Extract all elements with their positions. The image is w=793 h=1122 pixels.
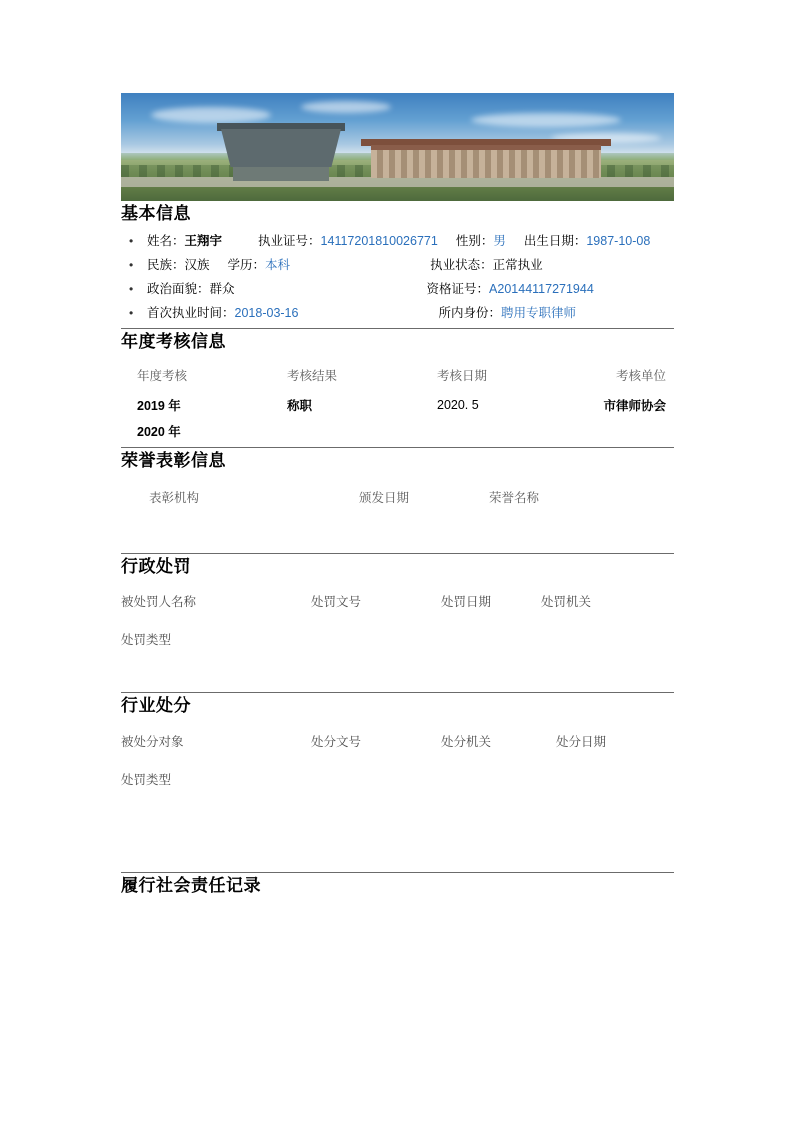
- section-title-industry-discipline: 行业处分: [121, 696, 191, 715]
- column-header-penalized-person: 被处罚人名称: [121, 595, 197, 609]
- honors-table: [129, 480, 674, 514]
- table-header-row: [121, 589, 674, 615]
- section-title-basic-info: 基本信息: [121, 204, 191, 223]
- ethnicity-value: 汉族: [184, 257, 210, 272]
- column-header-penalty-date: 处罚日期: [441, 595, 492, 609]
- list-item: [121, 253, 674, 277]
- cloud-icon: [151, 107, 271, 123]
- cell-result: [287, 418, 437, 444]
- museum-building: [221, 129, 341, 167]
- cell-date: 2020. 5: [437, 398, 479, 412]
- practice-status-value: 正常执业: [492, 257, 543, 272]
- cloud-icon: [471, 113, 621, 127]
- museum-base: [233, 167, 329, 181]
- column-header-penalty-authority: 处罚机关: [541, 595, 592, 609]
- table-header-row-secondary: [121, 767, 674, 793]
- industry-discipline-table: [121, 729, 674, 869]
- political-status-value: 群众: [209, 281, 235, 296]
- administrative-penalty-empty-body: [121, 653, 674, 689]
- firm-role-value: 聘用专职律师: [500, 305, 576, 320]
- table-row: [129, 392, 674, 418]
- gender-label: 性别：: [455, 233, 494, 248]
- road: [121, 177, 674, 187]
- honors-empty-body: [129, 514, 674, 550]
- basic-info-list: [121, 229, 674, 325]
- firm-role-label: 所内身份：: [438, 305, 501, 320]
- column-header-penalty-doc-no: 处罚文号: [311, 595, 362, 609]
- annual-review-table: [129, 358, 674, 444]
- cell-year: 2019 年: [137, 399, 181, 413]
- cell-unit: [577, 418, 674, 444]
- column-header-disciplined-subject: 被处分对象: [121, 734, 184, 749]
- qualification-no-label: 资格证号：: [426, 281, 490, 296]
- document-content: [121, 93, 674, 898]
- column-header-penalty-type: 处罚类型: [121, 772, 172, 787]
- name-label: 姓名：: [147, 233, 185, 248]
- column-header-date: 考核日期: [437, 369, 488, 383]
- column-header-year: 年度考核: [137, 369, 188, 383]
- cell-result: 称职: [287, 399, 313, 413]
- administrative-penalty-table: [121, 589, 674, 689]
- column-header-honor-name: 荣誉名称: [489, 490, 540, 505]
- license-no-label: 执业证号：: [258, 233, 321, 248]
- list-item: [121, 277, 674, 301]
- education-label: 学历：: [227, 257, 266, 272]
- education-value: 本科: [265, 257, 291, 272]
- column-header-unit: 考核单位: [615, 369, 666, 383]
- column-header-discipline-authority: 处分机关: [441, 734, 492, 749]
- list-item: [121, 301, 674, 325]
- table-header-row: [129, 358, 674, 392]
- license-no-value: 14117201810026771: [320, 233, 438, 248]
- section-title-social-responsibility: 履行社会责任记录: [121, 875, 261, 895]
- birthdate-label: 出生日期：: [523, 233, 587, 248]
- annual-review-table-wrap: [121, 358, 674, 444]
- table-header-row-secondary: [121, 627, 674, 653]
- qualification-no-value: A20144117271944: [489, 281, 594, 296]
- header-banner-image: [121, 93, 674, 201]
- section-title-administrative-penalty: 行政处罚: [121, 556, 191, 576]
- column-header-discipline-date: 处分日期: [556, 734, 607, 749]
- column-header-issue-date: 颁发日期: [359, 490, 410, 505]
- table-header-row: [121, 729, 674, 755]
- column-header-awarding-body: 表彰机构: [149, 490, 200, 505]
- column-header-result: 考核结果: [287, 369, 338, 383]
- section-title-honors: 荣誉表彰信息: [121, 451, 226, 470]
- cloud-icon: [301, 101, 391, 113]
- industry-discipline-empty-body: [121, 793, 674, 869]
- cell-date: [437, 418, 577, 444]
- practice-status-label: 执业状态：: [430, 257, 493, 272]
- column-header-penalty-type: 处罚类型: [121, 633, 172, 647]
- honors-table-wrap: [121, 480, 674, 550]
- cell-unit: 市律师协会: [603, 399, 666, 413]
- political-status-label: 政治面貌：: [147, 281, 210, 296]
- cell-year: 2020 年: [137, 425, 181, 439]
- ethnicity-label: 民族：: [147, 257, 185, 272]
- table-header-row: [129, 480, 674, 514]
- section-title-annual-review: 年度考核信息: [121, 331, 226, 351]
- list-item: [121, 229, 674, 253]
- colonnade: [371, 145, 601, 178]
- column-header-discipline-doc-no: 处分文号: [311, 734, 362, 749]
- gender-value: 男: [493, 233, 506, 248]
- first-practice-date-value: 2018-03-16: [234, 305, 299, 320]
- first-practice-date-label: 首次执业时间：: [147, 305, 235, 320]
- birthdate-value: 1987-10-08: [586, 233, 651, 248]
- name-value: 王翔宇: [184, 233, 223, 248]
- table-row: [129, 418, 674, 444]
